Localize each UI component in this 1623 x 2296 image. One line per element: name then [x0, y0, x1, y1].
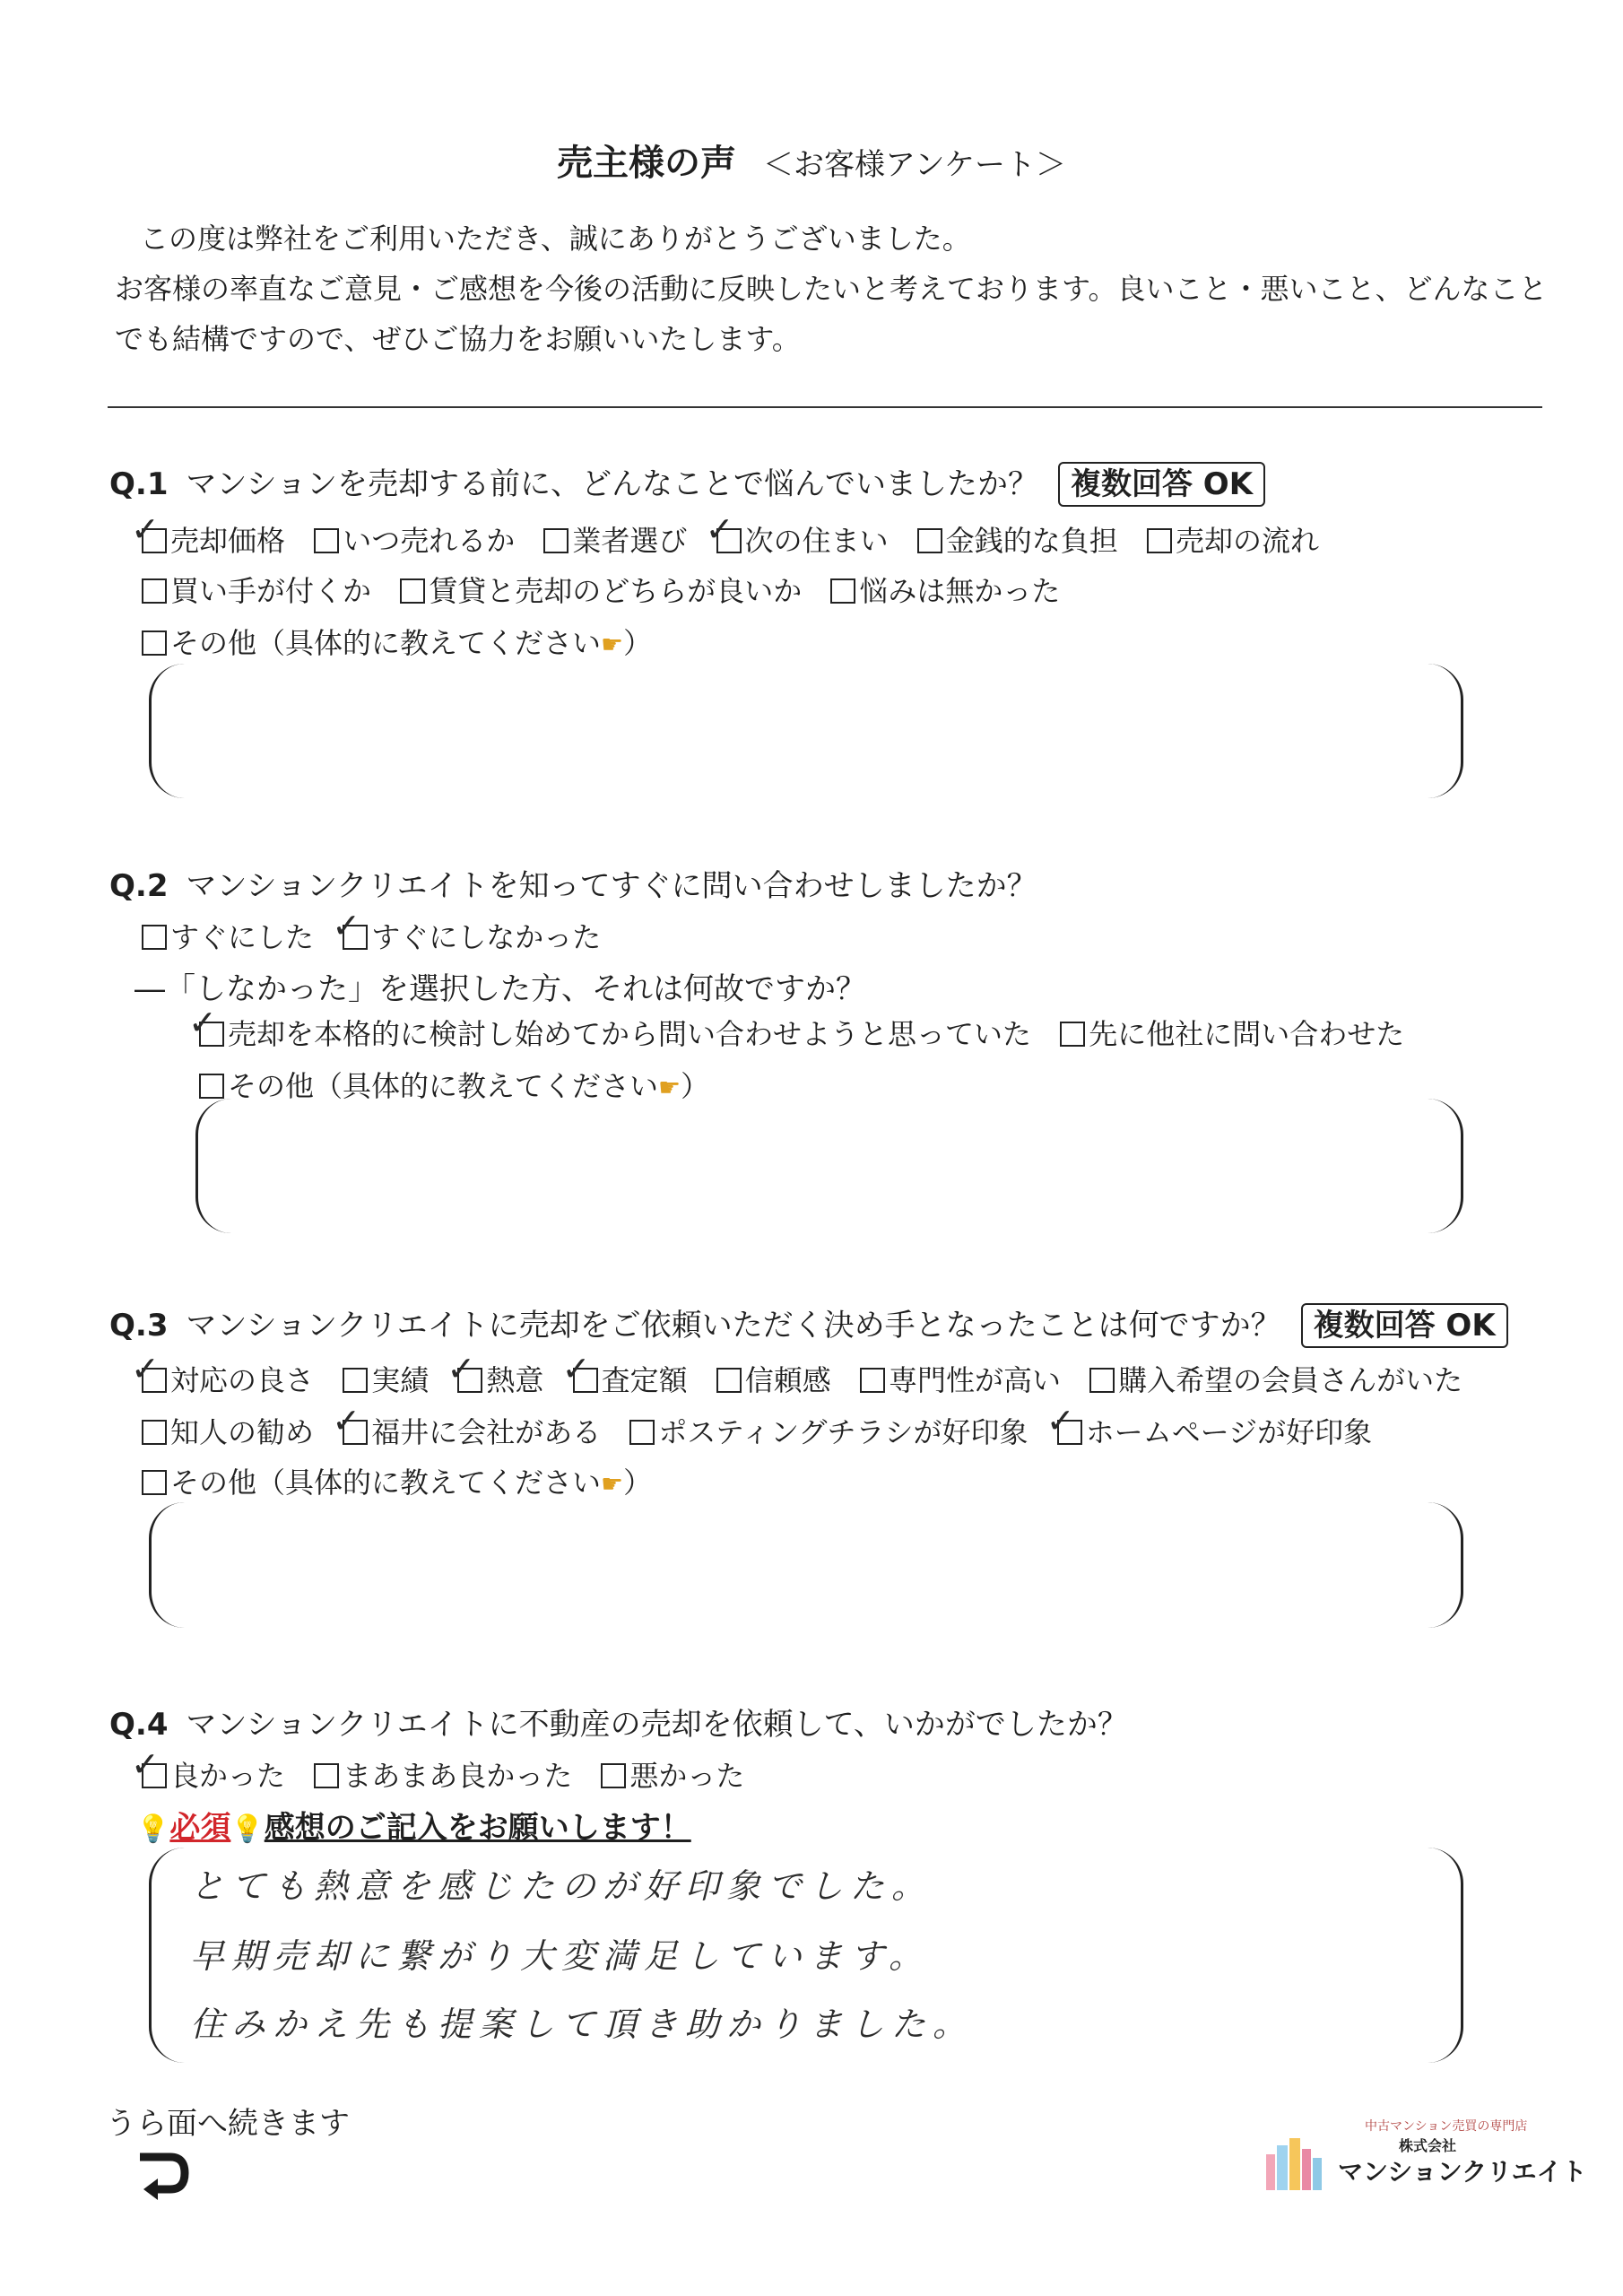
required-text: 感想のご記入をお願いします！ — [264, 1810, 691, 1846]
option[interactable]: その他（具体的に教えてください☛） — [142, 621, 652, 662]
checkbox[interactable] — [199, 1074, 224, 1099]
q3-options-row — [142, 1401, 1392, 1451]
checkbox[interactable] — [830, 578, 855, 604]
divider — [108, 406, 1542, 408]
check-mark-icon: ✓ — [332, 1401, 361, 1440]
option[interactable]: 専門性が高い — [860, 1358, 1061, 1399]
question-3 — [109, 1300, 1508, 1348]
option[interactable]: ✓ 熱意 — [447, 1349, 544, 1397]
option[interactable]: 金銭的な負担 — [917, 518, 1118, 560]
check-mark-icon: ✓ — [1046, 1401, 1075, 1440]
question-4 — [109, 1700, 1128, 1744]
free-answer-box[interactable] — [195, 1099, 1463, 1233]
check-mark-icon: ✓ — [332, 906, 361, 945]
option[interactable]: その他（具体的に教えてください☛） — [199, 1064, 709, 1105]
multiple-answers-badge: 複数回答 OK — [1058, 462, 1265, 507]
option[interactable]: すぐにした — [142, 915, 314, 956]
checkbox[interactable] — [142, 631, 167, 656]
option[interactable]: 悩みは無かった — [830, 569, 1060, 610]
option[interactable]: 購入希望の会員さんがいた — [1089, 1358, 1462, 1399]
checkbox[interactable] — [561, 1349, 598, 1393]
checkbox[interactable] — [1046, 1401, 1082, 1445]
checkbox[interactable] — [142, 925, 167, 950]
pointing-hand-icon: ☛ — [601, 1469, 624, 1499]
question-number: Q.2 — [109, 868, 169, 904]
option[interactable]: 知人の勧め — [142, 1410, 314, 1451]
continue-note: うら面へ続きます — [106, 2106, 350, 2142]
light-bulb-icon: 💡 — [136, 1813, 170, 1845]
checkbox[interactable] — [343, 1368, 368, 1393]
checkbox[interactable] — [601, 1763, 626, 1788]
checkbox[interactable] — [716, 1368, 742, 1393]
free-answer-box[interactable] — [149, 664, 1463, 798]
option[interactable]: 売却の流れ — [1147, 518, 1319, 560]
checkbox[interactable] — [917, 528, 942, 553]
option[interactable]: 実績 — [343, 1358, 429, 1399]
checkbox[interactable] — [131, 1349, 167, 1393]
free-answer-box[interactable] — [149, 1502, 1463, 1628]
intro-line: この度は弊社をご利用いただき、誠にありがとうございました。 — [140, 222, 971, 256]
checkbox[interactable] — [1089, 1368, 1115, 1393]
option[interactable]: まあまあ良かった — [314, 1753, 572, 1795]
logo-company-type: 株式会社 — [1399, 2137, 1457, 2154]
q1-options-row — [131, 509, 1339, 560]
checkbox[interactable] — [543, 528, 568, 553]
required-label: 必須 — [169, 1810, 231, 1846]
option[interactable]: ✓ 次の住まい — [705, 509, 889, 558]
u-turn-arrow-icon — [135, 2148, 190, 2204]
check-mark-icon: ✓ — [705, 509, 734, 549]
checkbox[interactable] — [447, 1349, 482, 1393]
option[interactable]: 先に他社に問い合わせた — [1060, 1012, 1404, 1053]
page-title-block — [0, 135, 1623, 186]
checkbox[interactable] — [131, 1744, 167, 1788]
checkbox[interactable] — [1147, 528, 1172, 553]
handwritten-line: とても熱意を感じたのが好印象でした。 — [190, 1866, 933, 1906]
question-number: Q.3 — [109, 1308, 169, 1344]
handwritten-line: 住みかえ先も提案して頂き助かりました。 — [190, 2005, 975, 2044]
check-mark-icon: ✓ — [188, 1003, 217, 1042]
page-title: 売主様の声 — [557, 143, 737, 184]
company-logo — [1264, 2117, 1587, 2206]
intro-text — [115, 213, 1549, 364]
option[interactable]: ✓ 売却を本格的に検討し始めてから問い合わせようと思っていた — [188, 1003, 1032, 1051]
option[interactable]: ✓ 対応の良さ — [131, 1349, 315, 1397]
q2-followup: ―「しなかった」を選択した方、それは何故ですか？ — [135, 971, 866, 1007]
logo-tagline: 中古マンション売買の専門店 — [1365, 2119, 1528, 2134]
checkbox[interactable] — [332, 906, 368, 950]
check-mark-icon: ✓ — [131, 1744, 160, 1784]
checkbox[interactable] — [705, 509, 742, 553]
question-text: マンションクリエイトに売却をご依頼いただく決め手となったことは何ですか？ — [186, 1308, 1281, 1344]
checkbox[interactable] — [860, 1368, 885, 1393]
check-mark-icon: ✓ — [131, 1349, 160, 1388]
option[interactable]: いつ売れるか — [314, 518, 515, 560]
question-1 — [109, 459, 1265, 507]
check-mark-icon: ✓ — [447, 1349, 476, 1388]
question-text: マンションを売却する前に、どんなことで悩んでいましたか？ — [186, 466, 1038, 502]
checkbox[interactable] — [188, 1003, 224, 1047]
option[interactable]: その他（具体的に教えてください☛） — [142, 1460, 652, 1501]
checkbox[interactable] — [142, 1420, 167, 1445]
q3-options-row — [131, 1349, 1482, 1399]
option[interactable]: ✓ ホームページが好印象 — [1046, 1401, 1373, 1449]
checkbox[interactable] — [131, 509, 167, 553]
required-notice — [136, 1803, 691, 1847]
option[interactable]: ポスティングチラシが好印象 — [629, 1410, 1028, 1451]
building-logo-icon — [1264, 2135, 1327, 2197]
multiple-answers-badge: 複数回答 OK — [1301, 1303, 1508, 1348]
checkbox[interactable] — [1060, 1022, 1085, 1047]
q3-options-row — [142, 1460, 672, 1501]
checkbox[interactable] — [314, 1763, 339, 1788]
check-mark-icon: ✓ — [561, 1349, 591, 1388]
checkbox[interactable] — [629, 1420, 655, 1445]
handwritten-line: 早期売却に繋がり大変満足しています。 — [190, 1936, 930, 1976]
option[interactable]: ✓ 売却価格 — [131, 509, 286, 558]
option[interactable]: 買い手が付くか — [142, 569, 371, 610]
question-number: Q.4 — [109, 1707, 169, 1743]
page-subtitle: ＜お客様アンケート＞ — [763, 147, 1066, 183]
intro-line: でも結構ですので、ぜひご協力をお願いいたします。 — [115, 322, 801, 356]
pointing-hand-icon: ☛ — [601, 630, 624, 659]
option[interactable]: 悪かった — [601, 1753, 744, 1795]
option[interactable]: ✓ 福井に会社がある — [332, 1401, 602, 1449]
option[interactable]: ✓ 良かった — [131, 1744, 286, 1793]
checkbox[interactable] — [400, 578, 425, 604]
checkbox[interactable] — [314, 528, 339, 553]
pointing-hand-icon: ☛ — [658, 1073, 681, 1102]
check-mark-icon: ✓ — [131, 509, 160, 549]
option[interactable]: 業者選び — [543, 518, 687, 560]
checkbox[interactable] — [142, 1470, 167, 1495]
question-number: Q.1 — [109, 466, 169, 502]
option[interactable]: ✓ 査定額 — [561, 1349, 688, 1397]
option[interactable]: ✓ すぐにしなかった — [332, 906, 602, 954]
intro-line: お客様の率直なご意見・ご感想を今後の活動に反映したいと考えております。良いこと・悪いこと、どんなこと — [115, 272, 1548, 306]
option[interactable]: 賃貸と売却のどちらが良いか — [400, 569, 802, 610]
option[interactable]: 信頼感 — [716, 1358, 831, 1399]
q4-options-row — [131, 1744, 764, 1795]
q1-options-row — [142, 569, 1080, 610]
question-text: マンションクリエイトに不動産の売却を依頼して、いかがでしたか？ — [186, 1707, 1128, 1743]
checkbox[interactable] — [332, 1401, 368, 1445]
question-2 — [109, 861, 1037, 905]
q2-options-row — [142, 906, 621, 956]
light-bulb-icon: 💡 — [230, 1813, 265, 1845]
logo-name: マンションクリエイト — [1338, 2157, 1587, 2187]
question-text: マンションクリエイトを知ってすぐに問い合わせしましたか？ — [186, 868, 1037, 904]
q1-options-row — [142, 621, 672, 662]
q2-sub-options-row — [188, 1003, 1424, 1053]
checkbox[interactable] — [142, 578, 167, 604]
